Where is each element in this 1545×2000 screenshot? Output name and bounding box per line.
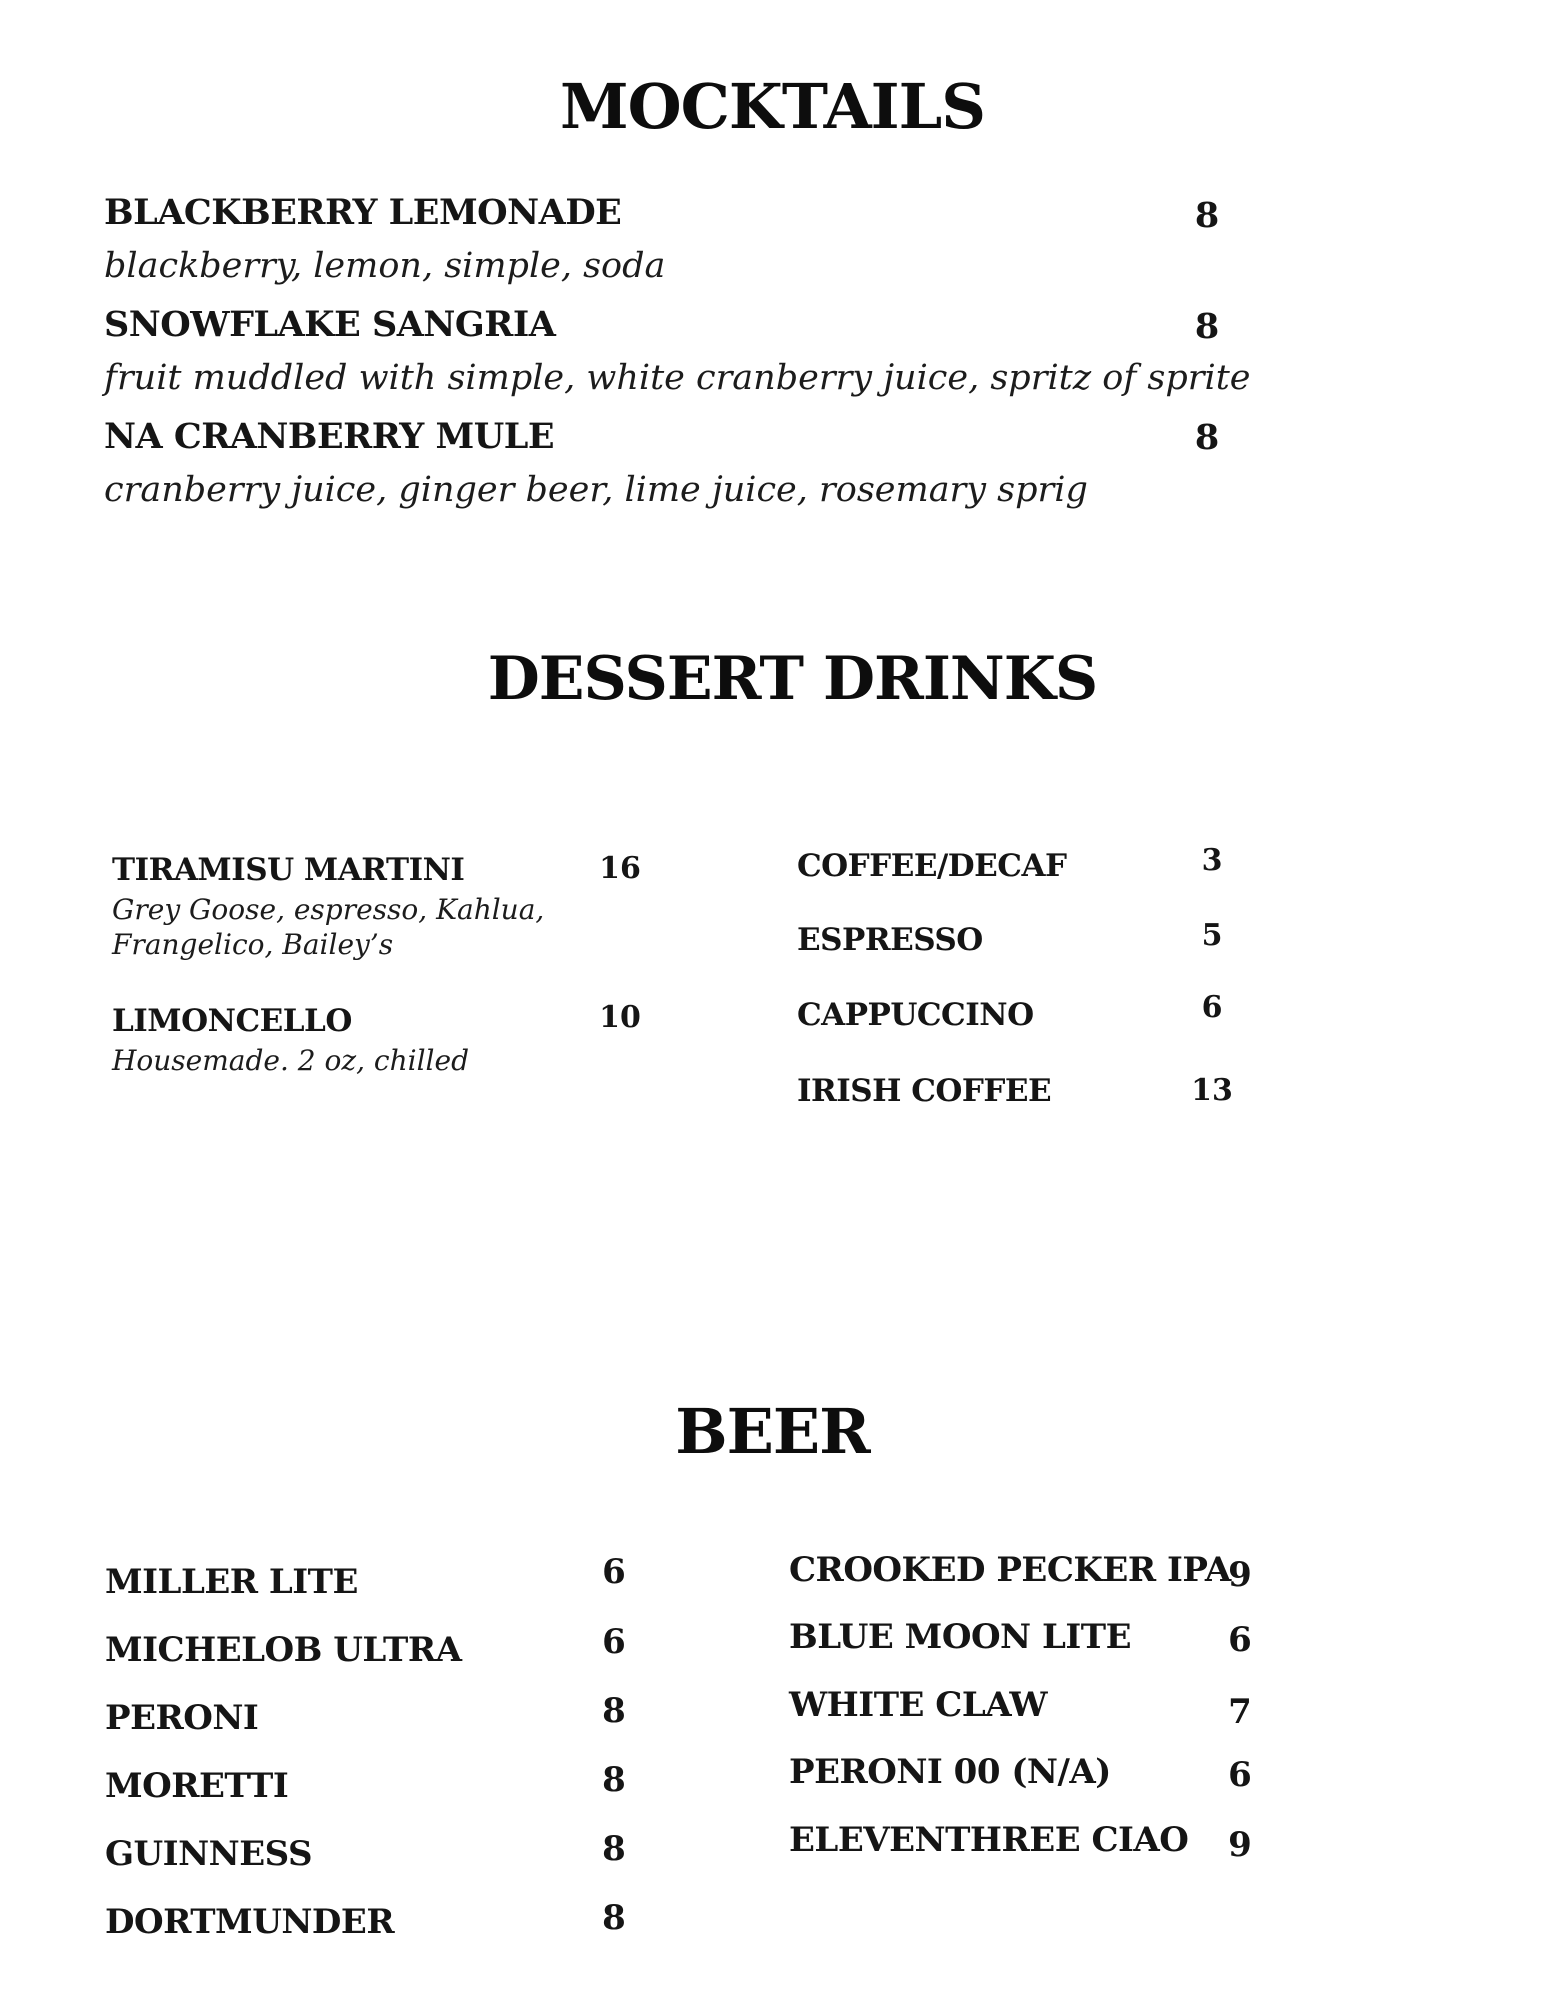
beer-price: 8	[602, 1898, 626, 1938]
dessert-drink-price: 5	[1201, 918, 1223, 953]
dessert-drink-name: IRISH COFFEE	[797, 1073, 1052, 1109]
beer-title: BEER	[675, 1395, 870, 1468]
dessert-drink-price: 10	[599, 1000, 641, 1035]
dessert-drink-name: LIMONCELLO	[112, 1003, 352, 1039]
beer-price: 9	[1228, 1555, 1252, 1595]
dessert-drink-name: ESPRESSO	[797, 922, 983, 958]
dessert-drink-description: Grey Goose, espresso, Kahlua,	[112, 893, 545, 926]
beer-name: MILLER LITE	[105, 1562, 358, 1602]
beer-price: 6	[1228, 1755, 1252, 1795]
dessert-drink-price: 3	[1201, 843, 1223, 878]
dessert-drinks-title: DESSERT DRINKS	[487, 644, 1098, 714]
dessert-drink-name: TIRAMISU MARTINI	[112, 852, 465, 888]
dessert-drink-name: CAPPUCCINO	[797, 997, 1034, 1033]
dessert-drink-description: Housemade. 2 oz, chilled	[112, 1044, 469, 1077]
beer-name: MORETTI	[105, 1766, 289, 1806]
mocktail-description: blackberry, lemon, simple, soda	[104, 246, 666, 286]
beer-price: 6	[602, 1622, 626, 1662]
mocktail-name: BLACKBERRY LEMONADE	[104, 192, 622, 233]
beer-price: 8	[602, 1691, 626, 1731]
mocktail-description: fruit muddled with simple, white cranberry juice, spritz of sprite	[104, 358, 1251, 398]
beer-price: 9	[1228, 1825, 1252, 1865]
beer-name: MICHELOB ULTRA	[105, 1630, 462, 1670]
dessert-drink-price: 16	[599, 851, 641, 886]
beer-price: 8	[602, 1760, 626, 1800]
dessert-drink-description: Frangelico, Bailey’s	[112, 928, 394, 961]
mocktail-name: NA CRANBERRY MULE	[104, 416, 555, 457]
beer-name: CROOKED PECKER IPA	[789, 1550, 1231, 1590]
beer-name: DORTMUNDER	[105, 1902, 395, 1942]
beer-price: 8	[602, 1829, 626, 1869]
mocktail-price: 8	[1194, 195, 1220, 236]
beer-name: PERONI 00 (N/A)	[789, 1752, 1111, 1792]
mocktail-price: 8	[1194, 417, 1220, 458]
beer-name: WHITE CLAW	[789, 1685, 1048, 1725]
beer-name: BLUE MOON LITE	[789, 1617, 1131, 1657]
beer-name: GUINNESS	[105, 1834, 313, 1874]
beer-price: 6	[602, 1552, 626, 1592]
beer-name: PERONI	[105, 1698, 259, 1738]
dessert-drink-name: COFFEE/DECAF	[797, 848, 1067, 884]
dessert-drink-price: 6	[1201, 990, 1223, 1025]
mocktail-name: SNOWFLAKE SANGRIA	[104, 304, 556, 345]
beer-price: 6	[1228, 1620, 1252, 1660]
mocktail-description: cranberry juice, ginger beer, lime juice, rosemary sprig	[104, 470, 1088, 510]
beer-price: 7	[1228, 1692, 1252, 1732]
beer-name: ELEVENTHREE CIAO	[789, 1820, 1189, 1860]
mocktails-title: MOCKTAILS	[559, 70, 986, 143]
mocktail-price: 8	[1194, 306, 1220, 347]
dessert-drink-price: 13	[1191, 1073, 1233, 1108]
